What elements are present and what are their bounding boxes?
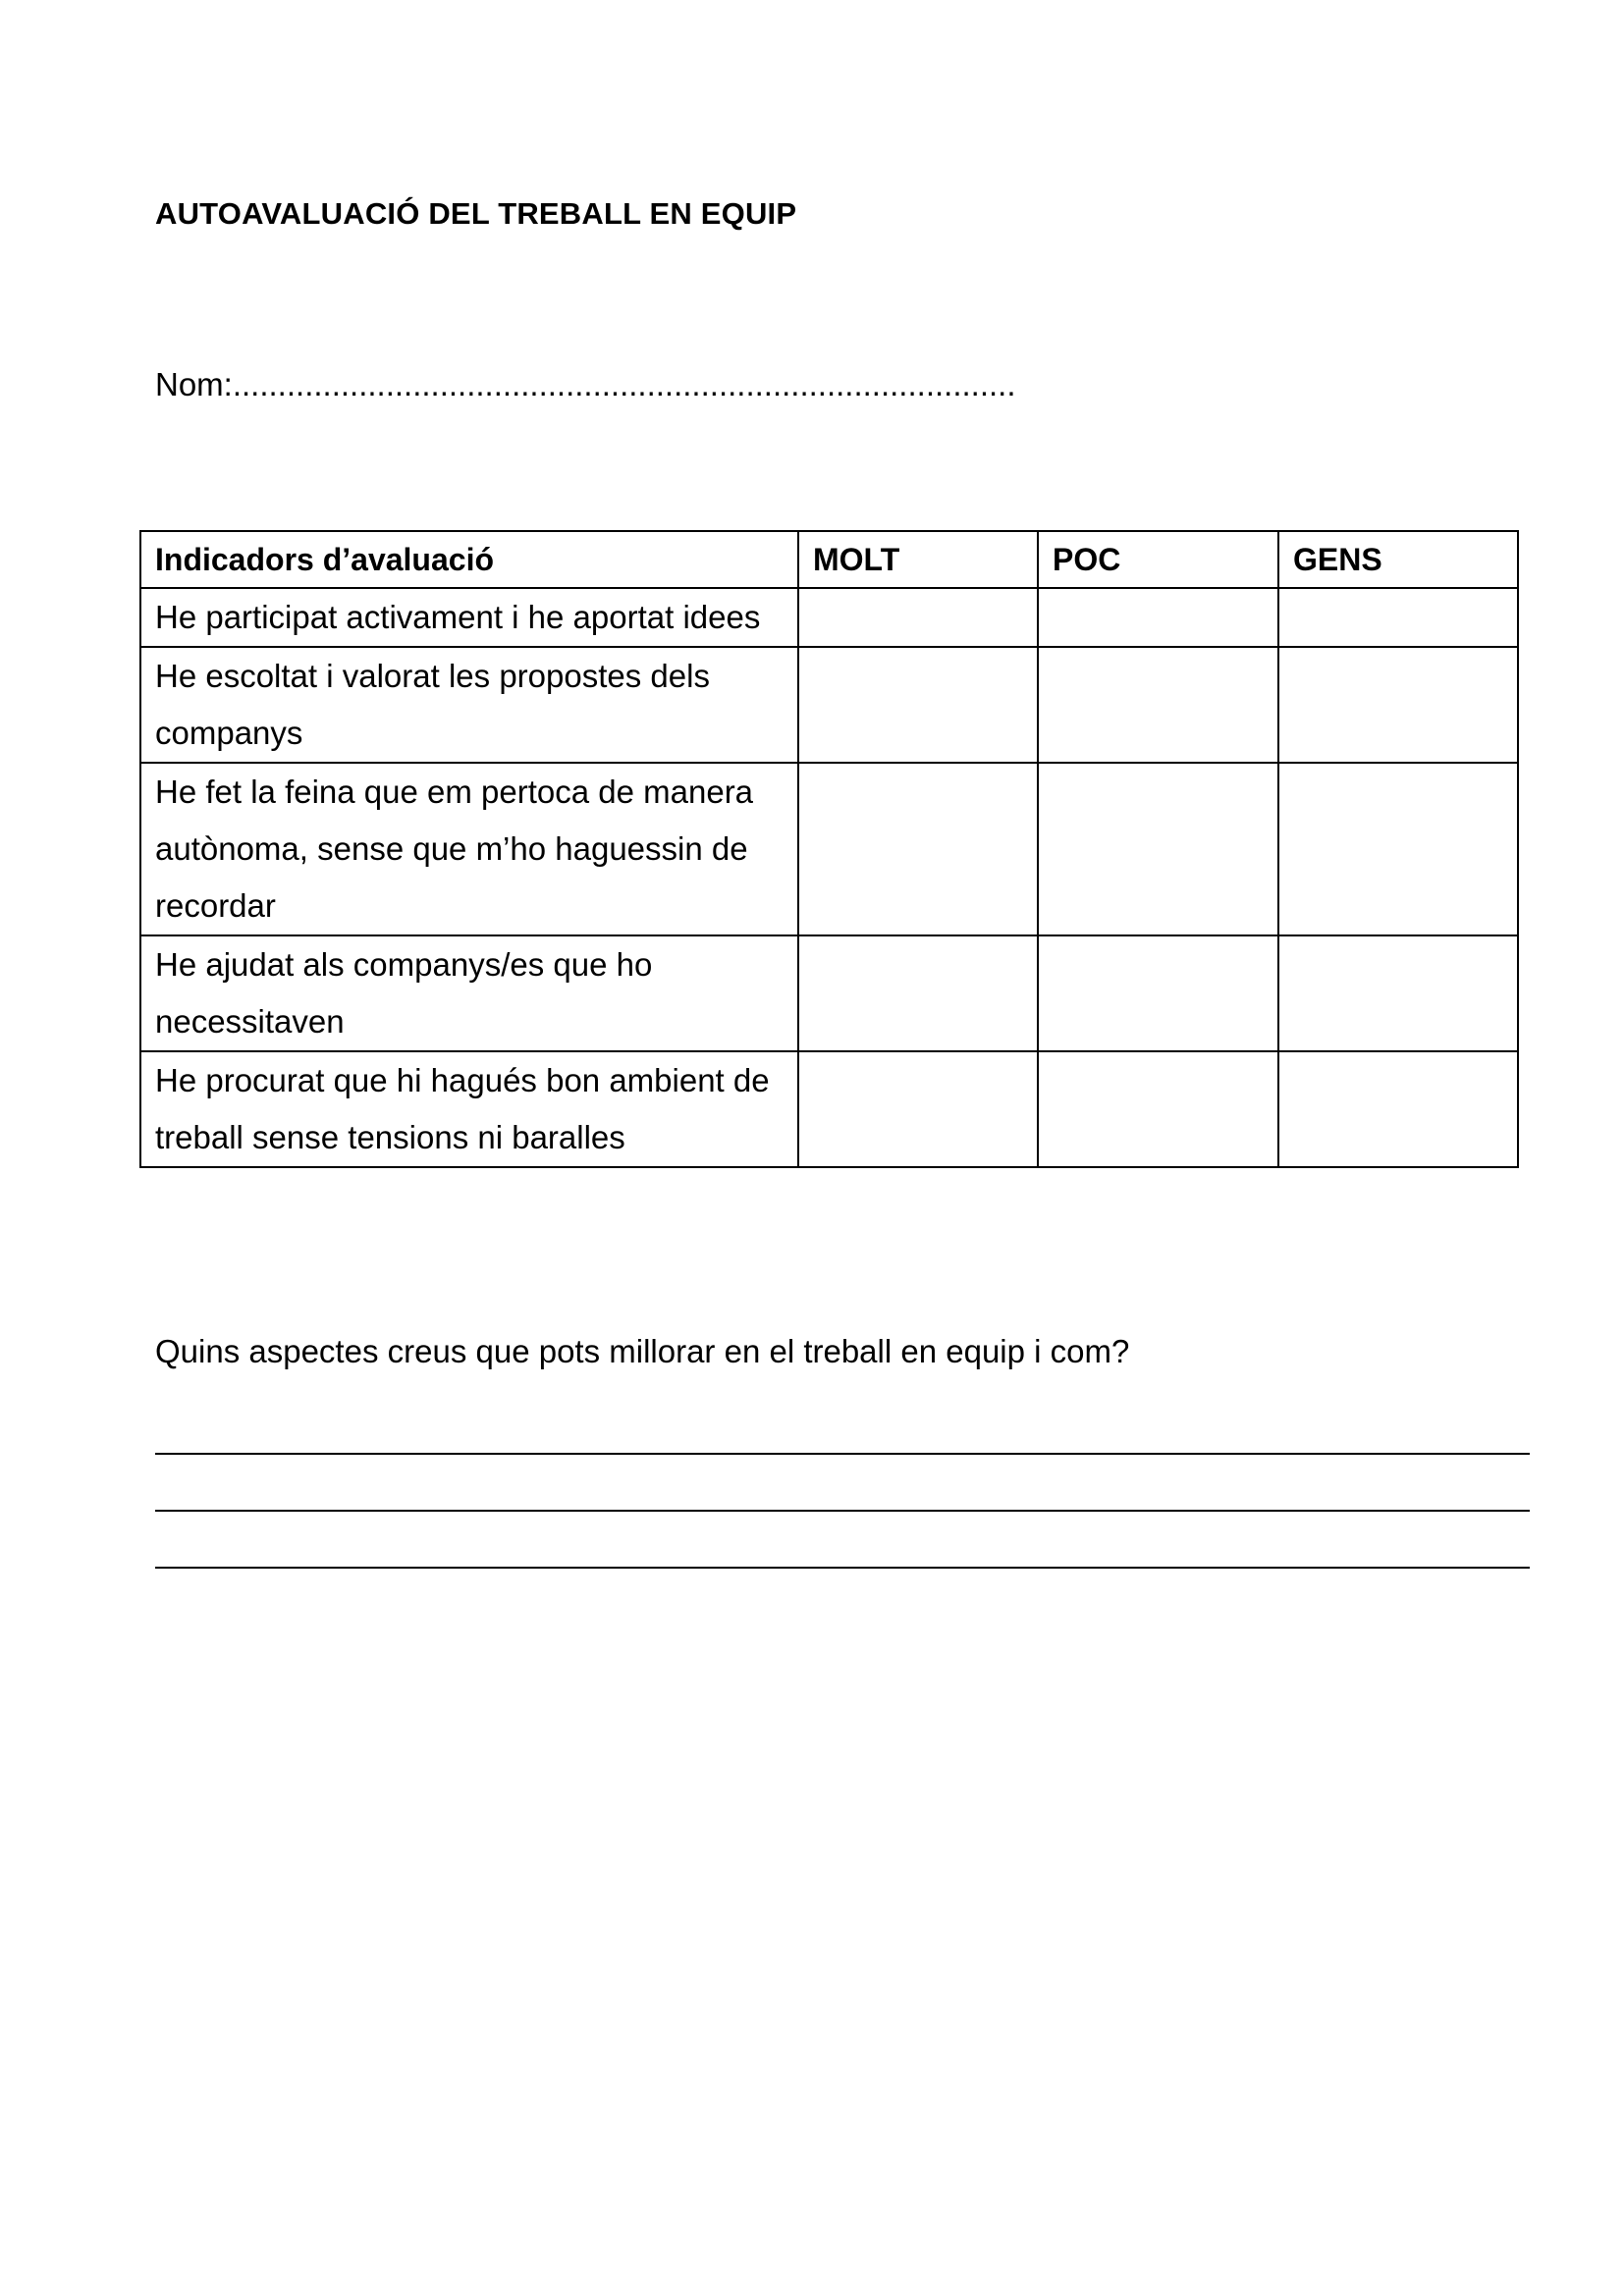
row-indicator: He fet la feina que em pertoca de manera autònoma, sense que m’ho haguessin de recordar xyxy=(140,763,798,935)
cell-poc[interactable] xyxy=(1038,647,1278,763)
cell-gens[interactable] xyxy=(1278,1051,1518,1167)
cell-gens[interactable] xyxy=(1278,935,1518,1051)
answer-line-1[interactable] xyxy=(155,1453,1530,1455)
cell-poc[interactable] xyxy=(1038,588,1278,647)
cell-gens[interactable] xyxy=(1278,763,1518,935)
cell-poc[interactable] xyxy=(1038,763,1278,935)
cell-molt[interactable] xyxy=(798,588,1038,647)
cell-gens[interactable] xyxy=(1278,588,1518,647)
row-indicator: He ajudat als companys/es que ho necessitaven xyxy=(140,935,798,1051)
name-field[interactable]: Nom:....................................................................................... xyxy=(155,366,1016,402)
document-title: AUTOAVALUACIÓ DEL TREBALL EN EQUIP xyxy=(155,196,797,231)
cell-gens[interactable] xyxy=(1278,647,1518,763)
table-row xyxy=(140,763,1518,935)
cell-molt[interactable] xyxy=(798,763,1038,935)
row-indicator: He participat activament i he aportat idees xyxy=(140,588,798,647)
table-header-row xyxy=(140,531,1518,588)
cell-molt[interactable] xyxy=(798,1051,1038,1167)
row-indicator: He procurat que hi hagués bon ambient de treball sense tensions ni baralles xyxy=(140,1051,798,1167)
header-gens: GENS xyxy=(1278,531,1518,588)
header-indicator: Indicadors d’avaluació xyxy=(140,531,798,588)
cell-molt[interactable] xyxy=(798,935,1038,1051)
cell-molt[interactable] xyxy=(798,647,1038,763)
table-row xyxy=(140,1051,1518,1167)
answer-line-3[interactable] xyxy=(155,1567,1530,1569)
cell-poc[interactable] xyxy=(1038,935,1278,1051)
table-row xyxy=(140,588,1518,647)
row-indicator: He escoltat i valorat les propostes dels companys xyxy=(140,647,798,763)
improvement-question: Quins aspectes creus que pots millorar en el treball en equip i com? xyxy=(155,1333,1130,1369)
header-poc: POC xyxy=(1038,531,1278,588)
table-row xyxy=(140,647,1518,763)
cell-poc[interactable] xyxy=(1038,1051,1278,1167)
evaluation-table xyxy=(139,530,1519,1168)
answer-line-2[interactable] xyxy=(155,1510,1530,1512)
header-molt: MOLT xyxy=(798,531,1038,588)
table-row xyxy=(140,935,1518,1051)
